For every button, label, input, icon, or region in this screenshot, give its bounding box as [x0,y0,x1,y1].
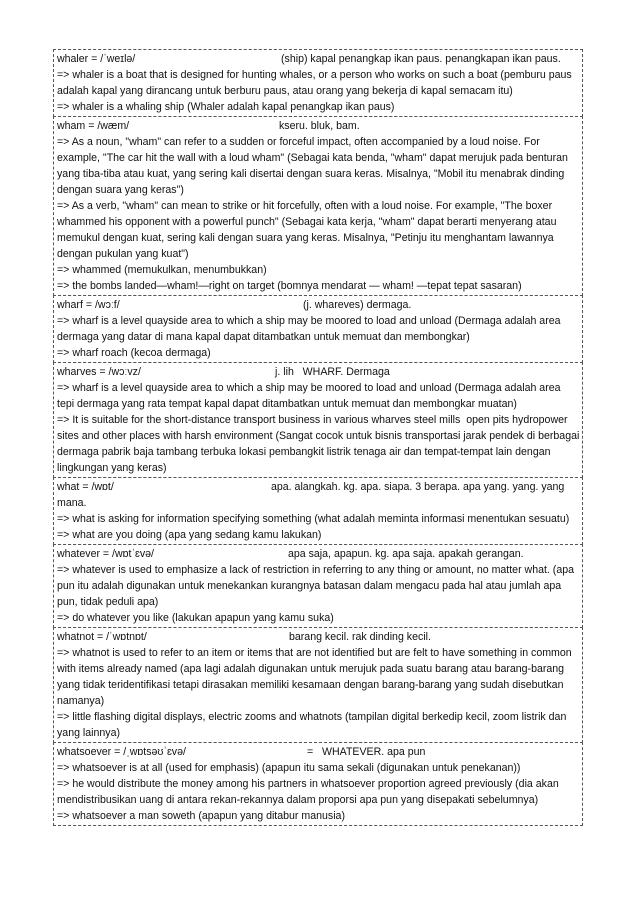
definition: j. lih WHARF. Dermaga [275,366,390,378]
example: => whaler is a whaling ship (Whaler adalah kapal penangkap ikan paus) [57,101,395,113]
entry-whatnot [53,627,583,743]
entry-wham [53,116,583,296]
example: => wharf roach (kecoa dermaga) [57,347,211,359]
headword: whatsoever = /ˌwɒtsəʊˈɛvə/ [57,746,186,758]
headword: wham = /wæm/ [57,120,130,132]
example: => do whatever you like (lakukan apapun yang kamu suka) [57,612,334,624]
headword: wharf = /wɔːf/ [57,299,120,311]
example: => wharf is a level quayside area to which a ship may be moored to load and unload (Dermaga adalah area dermaga yang datar di mana kapal dapat ditambatkan untuk memuat dan membongkar) [57,315,561,343]
example: => what is asking for information specifying something (what adalah meminta informasi menentukan sesuatu) [57,513,570,525]
example: => he would distribute the money among his partners in whatsoever proportion agreed previously (dia akan mendistribusikan uang di antara rekan-rekannya dalam proporsi apa pun yang disepakati sebelumnya) [57,778,559,806]
entry-whatever [53,544,583,628]
entry-wharf [53,295,583,363]
example: => whammed (memukulkan, menumbukkan) [57,264,267,276]
example: => whatever is used to emphasize a lack of restriction in referring to any thing or amount, no matter what. (apa pun itu adalah digunakan untuk menekankan kurangnya batasan dalam mengacu pada hal atau jumlah apa pun, tidak peduli apa) [57,564,575,608]
headword: whatever = /wɒtˈɛvə/ [57,548,155,560]
example: => whatsoever a man soweth (apapun yang ditabur manusia) [57,810,345,822]
definition: = WHATEVER. apa pun [307,746,426,758]
entry-whaler [53,49,583,117]
example: => As a noun, "wham" can refer to a sudden or forceful impact, often accompanied by a loud noise. For example, "The car hit the wall with a loud wham" (Sebagai kata benda, "wham" dapat merujuk pada benturan yang tiba-tiba atau kuat, yang sering kali disertai dengan suara keras. Misalnya, "Mobil itu menabrak dinding dengan suara yang keras") [57,136,568,196]
headword: wharves = /wɔːvz/ [57,366,141,378]
definition: barang kecil. rak dinding kecil. [289,631,431,643]
dictionary-document [53,50,583,826]
headword: what = /wɒt/ [57,481,114,493]
example: => the bombs landed—wham!—right on target (bomnya mendarat — wham! —tepat tepat sasaran) [57,280,522,292]
example: => It is suitable for the short-distance transport business in various wharves steel mills open pits hydropower sites and other places with harsh environment (Sangat cocok untuk bisnis transportasi jarak pendek di berbagai dermaga pabrik baja tambang terbuka lokasi pembangkit listrik tenaga air dan tempat-tempat lain dengan lingkungan yang keras) [57,414,583,474]
definition: apa saja, apapun. kg. apa saja. apakah gerangan. [288,548,524,560]
definition: kseru. bluk, bam. [279,120,360,132]
example: => whatsoever is at all (used for emphasis) (apapun itu sama sekali (digunakan untuk penekanan)) [57,762,521,774]
example: => little flashing digital displays, electric zooms and whatnots (tampilan digital berkedip kecil, zoom listrik dan yang lainnya) [57,711,567,739]
headword: whatnot = /ˈwɒtnɒt/ [57,631,147,643]
example: => whaler is a boat that is designed for hunting whales, or a person who works on such a boat (pemburu paus adalah kapal yang dirancang untuk berburu paus, atau orang yang bekerja di kapal semacam itu) [57,69,572,97]
definition: apa. alangkah. kg. apa. siapa. 3 berapa. apa yang. yang. yang mana. [57,481,565,509]
entry-wharves [53,362,583,478]
definition: (ship) kapal penangkap ikan paus. penangkapan ikan paus. [281,53,561,65]
example: => As a verb, "wham" can mean to strike or hit forcefully, often with a loud noise. For example, "The boxer whammed his opponent with a powerful punch" (Sebagai kata kerja, "wham" dapat berarti menyerang atau memukul dengan kuat, sering kali dengan suara yang keras. Misalnya, "Petinju itu menghantam lawannya dengan pukulan yang kuat") [57,200,557,260]
example: => wharf is a level quayside area to which a ship may be moored to load and unload (Dermaga adalah area tepi dermaga yang rata tempat kapal dapat ditambatkan untuk memuat dan membongkar muatan) [57,382,561,410]
definition: (j. whareves) dermaga. [303,299,412,311]
entry-whatsoever [53,742,583,826]
entry-what [53,477,583,545]
example: => whatnot is used to refer to an item or items that are not identified but are felt to have something in common with items already named (apa lagi adalah digunakan untuk merujuk pada suatu barang atau barang-barang yang tidak teridentifikasi tetapi dirasakan memiliki kesamaan dengan barang-barang yang sudah disebutkan namanya) [57,647,572,707]
headword: whaler = /ˈweɪlə/ [57,53,136,65]
example: => what are you doing (apa yang sedang kamu lakukan) [57,529,322,541]
